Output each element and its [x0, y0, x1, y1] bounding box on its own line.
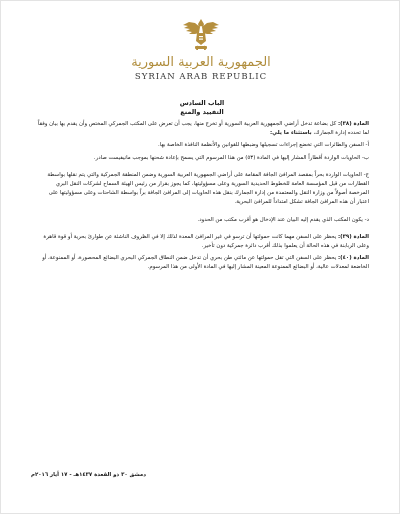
article-39-text: يحظر على السفن مهما كانت حمولتها أن ترسو في غير المرافئ المعدة لذلك إلا في الظروف الناشئة عن طوارئ بحرية أو قوة قاهرة وعلى الربابنة في هذه الحالة أن يعلموا بذلك أقرب دائرة جمركية دون تأخير. [43, 233, 369, 250]
article-38-item-b: ب- الحاويات الواردة أقطاراً المشار إليها في المادة (٥٣) من هذا المرسوم التي يسمح بإعادة شحنها بموجب مانيفيست صادر. [93, 154, 369, 161]
document-body [35, 99, 369, 276]
country-name-arabic: الجمهورية العربية السورية [131, 55, 271, 70]
article-38-except: باستثناء ما يلي: [270, 130, 312, 137]
article-40-text: يحظر على السفن التي تقل حمولتها عن مائتي طن بحري أن تدخل ضمن النطاق الجمركي البحري البضائع المحصورة، أو الممنوعة، أو الخاضعة لمعدلات عالية، أو البضائع الممنوعة المعينة المشار إليها في المادة الأولى من هذا المرسوم. [42, 255, 369, 271]
country-name-english: SYRIAN ARAB REPUBLIC [134, 72, 268, 82]
eagle-emblem-icon [179, 15, 223, 53]
article-40 [35, 254, 369, 272]
article-39 [35, 233, 369, 251]
document-date: دمشق ٣٠ ذو القعدة ١٤٣٧هـ - ١٧ أيار ٢٠١٦م [31, 472, 146, 478]
chapter-subtitle: التفييد والمنع [180, 108, 224, 116]
article-38-intro [35, 120, 369, 138]
article-38-item-d: د- يكون المكتب الذي يقدم إليه البيان عند الإدخال هو أقرب مكتب من الحدود. [197, 216, 369, 223]
article-38-label: المادة (٣٨): [337, 121, 369, 127]
article-38-item-c: ج- الحاويات الواردة بحراً بمقصد المرافئ الجافة المقامة على أراضي الجمهورية العربية السورية وضمن المنطقة الجمركية والتي يتم نقلها بواسطة القطارات من قبل المؤسسة العامة للخطوط الحديدية السورية وعلى مسؤوليتها، كما يجوز بقرار من رئيس الهيئة السماح لشركات النقل البري المرخصة أصولاً من وزارة النقل والمعتمدة من إدارة الجمارك بنقل هذه الحاويات إلى المرافئ الجافة براً بواسطة الشاحنات وعلى مسؤوليتها على اعتبار أن هذه المرافئ الجافة تشكل امتداداً للمرافئ البحرية. [47, 171, 369, 206]
article-38-item-a: أ- السفن والطائرات التي تخضع إجراءات تسجيلها وضبطها للقوانين والأنظمة النافذة الخاصة بها. [158, 142, 369, 149]
article-40-label: المادة (٤٠): [337, 255, 369, 262]
article-39-label: المادة (٣٩): [337, 233, 369, 240]
letterhead [1, 15, 400, 82]
chapter-title: الباب السادس [179, 99, 225, 107]
article-38-text: كل بضاعة تدخل أراضي الجمهورية العربية السورية أو تخرج منها، يجب أن تعرض على المكتب الجمركي المختص وأن يقدم بها بيان وفقاً لما تحدده إدارة الجمارك، [37, 121, 369, 137]
